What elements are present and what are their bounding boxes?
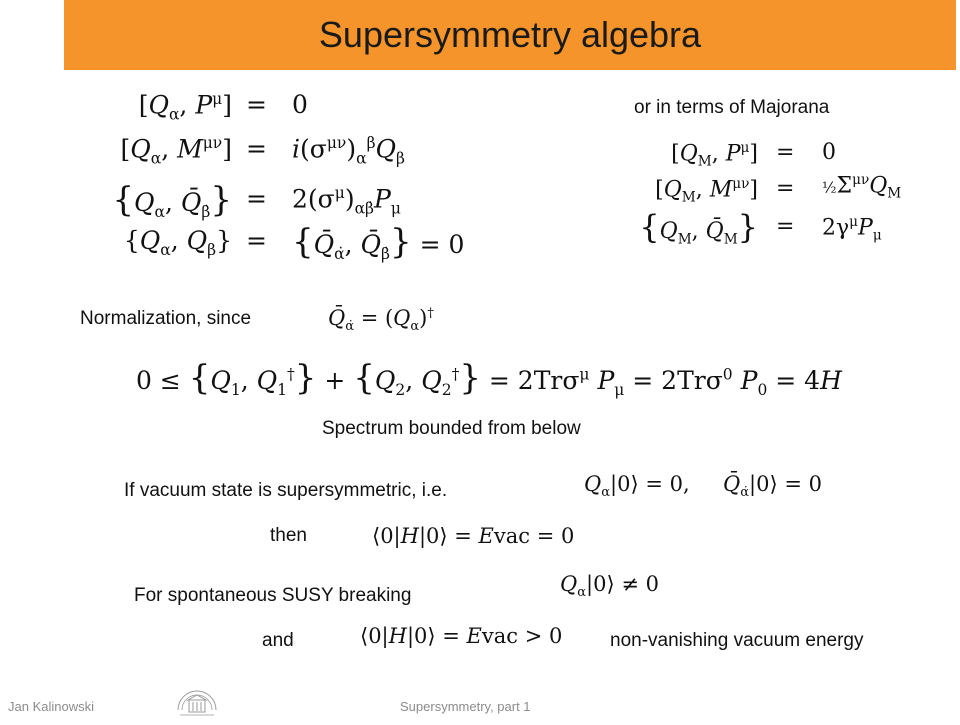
energy-label: non-vanishing vacuum energy — [610, 630, 864, 651]
vacuum-energy-positive-formula: ⟨0|H|0⟩ = Evac > 0 — [360, 624, 563, 648]
hamiltonian-bound-equation: $0 \le \{Q_1$, $Q_1^\dagger\} + \{Q_2$, $Q_2^\dagger\} = 2Tr\sigma^\mu$ $P_\mu = 2Tr\sigma^0$ $P_0 = 4H$ — [136, 358, 842, 399]
weyl-algebra-equations: [$Q_\alpha$, $P^\mu$] = 0 [$Q_\alpha$, $M^{\mu\nu}$] = $i(\sigma^{\mu\nu})_\alpha^\beta Q_\beta$ {$Q_\alpha$, $Q̄_{\betȧ}$} = $2(\sigma^\mu)_{\alpha\betȧ}P_\mu$ {$Q_\alpha$, $Q_\beta$} = {$Q̄_{\alphȧ}$, $Q̄_{\betȧ}\} = 0$ — [112, 90, 465, 263]
and-label: and — [262, 630, 294, 651]
spectrum-label: Spectrum bounded from below — [322, 418, 581, 439]
majorana-algebra-equations: [$Q_M$, $P^\mu$] = 0 [$Q_M$, $M^{\mu\nu}$] = $\frac{1}{2}\Sigma^{\mu\nu}Q_M$ {$Q_M$, $Q̄_M$} = $2\gamma^\mu P_\mu$ — [639, 140, 902, 248]
normalization-label: Normalization, since — [80, 308, 252, 329]
vacuum-label: If vacuum state is supersymmetric, i.e. — [124, 480, 448, 501]
then-label: then — [270, 525, 307, 546]
broken-vacuum-formula: $Q_\alpha|0⟩ \ne 0$ — [560, 572, 659, 601]
footer-lecture-title: Supersymmetry, part 1 — [400, 699, 531, 714]
breaking-label: For spontaneous SUSY breaking — [134, 585, 412, 606]
footer-author: Jan Kalinowski — [8, 699, 94, 714]
vacuum-energy-zero-formula: ⟨0|H|0⟩ = Evac = 0 — [372, 524, 575, 548]
page-title: Supersymmetry algebra — [318, 14, 702, 55]
majorana-label: or in terms of Majorana — [634, 97, 830, 118]
normalization-formula: $Q̄_{\alphȧ} = (Q_\alpha)^\dagger$ — [328, 306, 434, 335]
vacuum-condition-formula: $Q_\alpha|0⟩ = 0$, $Q̄_{\alphȧ}|0⟩ = 0$ — [584, 472, 822, 501]
university-logo — [172, 688, 222, 720]
